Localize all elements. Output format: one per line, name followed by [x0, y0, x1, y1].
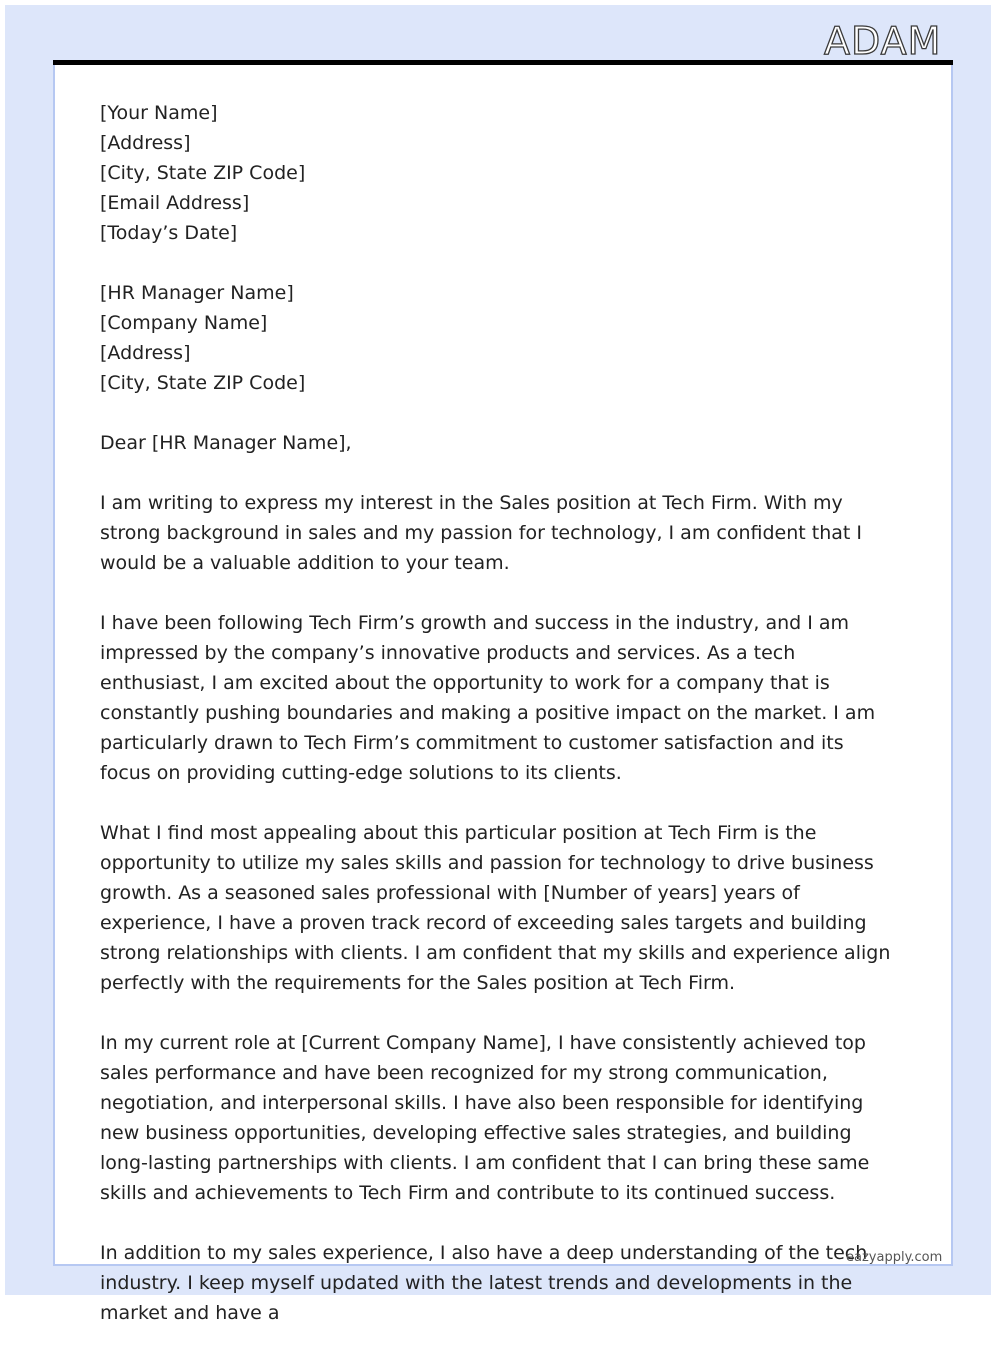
body-paragraph-1: I am writing to express my interest in the Sales position at Tech Firm. With my strong background in sales and my passion for technology, I am confident that I would be a valuable addition to your team.: [100, 492, 862, 574]
sender-address: [Address]: [100, 132, 191, 154]
page-frame: [5, 5, 991, 1324]
body-paragraph-4: In my current role at [Current Company Name], I have consistently achieved top sales performance and have been recognized for my strong communication, negotiation, and interpersonal skills. I have also been responsible for identifying new business opportunities, developing effective sales strategies, and building long-lasting partnerships with clients. I am confident that I can bring these same skills and achievements to Tech Firm and contribute to its continued success.: [100, 1032, 870, 1204]
logo-text: ADAM: [824, 19, 942, 63]
body-paragraph-2: I have been following Tech Firm’s growth and success in the industry, and I am impressed by the company’s innovative products and services. As a tech enthusiast, I am excited about the opportunity to work for a company that is constantly pushing boundaries and making a positive impact on the market. I am particularly drawn to Tech Firm’s commitment to customer satisfaction and its focus on providing cutting-edge solutions to its clients.: [100, 612, 876, 784]
header-rule: [53, 60, 953, 65]
cover-letter: [100, 98, 900, 1358]
salutation: Dear [HR Manager Name],: [100, 432, 352, 454]
sender-city-state-zip: [City, State ZIP Code]: [100, 162, 306, 184]
sender-email: [Email Address]: [100, 192, 250, 214]
recipient-block: [100, 278, 900, 398]
sender-block: [100, 98, 900, 248]
body-paragraph-3: What I find most appealing about this particular position at Tech Firm is the opportunity to utilize my sales skills and passion for technology to drive business growth. As a seasoned sales professional with [Number of years] years of experience, I have a proven track record of exceeding sales targets and building strong relationships with clients. I am confident that my skills and experience align perfectly with the requirements for the Sales position at Tech Firm.: [100, 822, 891, 994]
recipient-name: [HR Manager Name]: [100, 282, 294, 304]
recipient-company: [Company Name]: [100, 312, 268, 334]
watermark-text: eazyapply.com: [846, 1250, 943, 1265]
body-paragraph-5: In addition to my sales experience, I also have a deep understanding of the tech industry. I keep myself updated with the latest trends and developments in the market and have a: [100, 1242, 868, 1324]
recipient-address: [Address]: [100, 342, 191, 364]
sender-name: [Your Name]: [100, 102, 218, 124]
letter-date: [Today’s Date]: [100, 222, 238, 244]
recipient-city-state-zip: [City, State ZIP Code]: [100, 372, 306, 394]
